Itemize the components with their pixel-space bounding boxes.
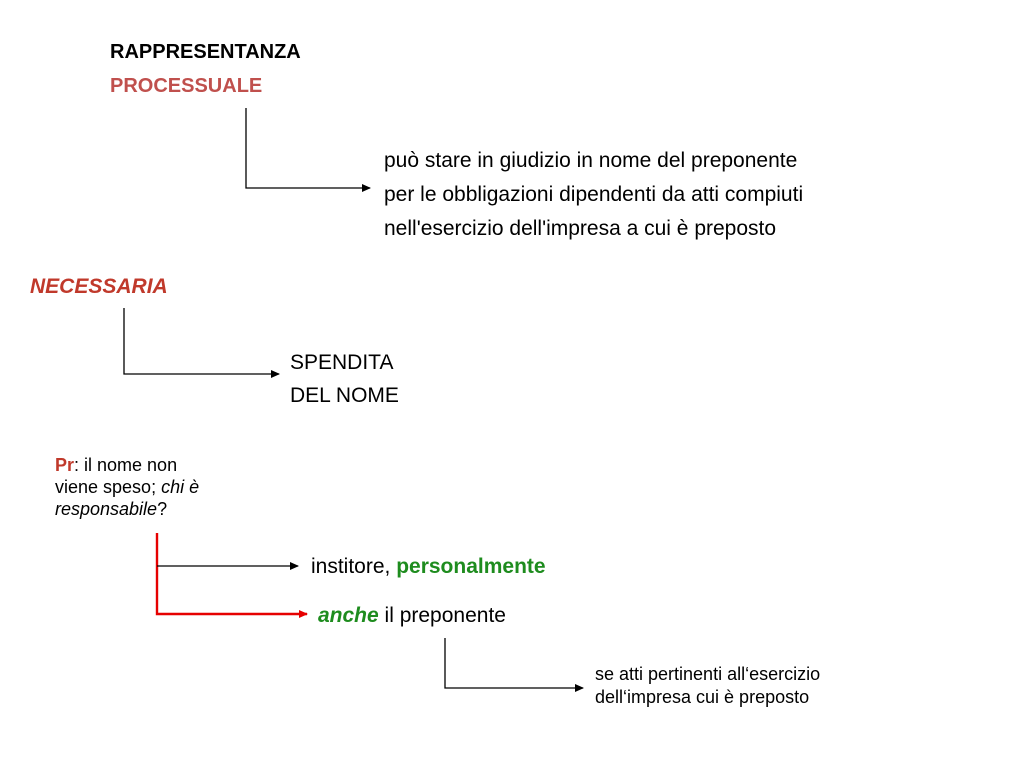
processuale-line-3: nell'esercizio dell'impresa a cui è preposto: [384, 217, 777, 240]
preponente-line: [318, 603, 506, 628]
heading-rappresentanza: RAPPRESENTANZA: [110, 41, 301, 63]
condition-line-1: se atti pertinenti all‘esercizio: [595, 664, 821, 684]
problem-text-3-end: ?: [157, 499, 168, 519]
institore-line: [311, 554, 546, 579]
problem-line-2: [55, 476, 199, 498]
problem-text-2-italic: chi è: [161, 477, 200, 497]
necessaria-label: NECESSARIA: [30, 275, 168, 298]
heading-processuale: PROCESSUALE: [110, 75, 263, 97]
pr-label: Pr: [55, 455, 75, 475]
problem-line-1: [55, 454, 199, 476]
problem-block: [55, 454, 199, 520]
anche-text: anche: [318, 604, 379, 627]
personalmente-text: personalmente: [396, 555, 546, 578]
problem-text-1: : il nome non: [74, 455, 178, 475]
problem-line-3: [55, 498, 199, 520]
condition-block: [595, 663, 820, 709]
problem-text-2: viene speso;: [55, 477, 162, 497]
spendita-line-2: DEL NOME: [290, 384, 399, 407]
preponente-text: il preponente: [378, 604, 506, 627]
spendita-block: [290, 346, 399, 412]
connector-preponente: [445, 638, 583, 688]
processuale-line-2: per le obbligazioni dipendenti da atti compiuti: [384, 183, 804, 206]
connector-red-vertical: [157, 533, 307, 614]
processuale-line-1: può stare in giudizio in nome del preponente: [384, 149, 798, 172]
problem-text-3-italic: responsabile: [55, 499, 158, 519]
connector-processuale: [246, 108, 370, 188]
processuale-description: [384, 144, 803, 246]
connector-necessaria: [124, 308, 279, 374]
condition-line-2: dell‘impresa cui è preposto: [595, 687, 810, 707]
spendita-line-1: SPENDITA: [290, 351, 394, 374]
institore-text: institore,: [311, 555, 397, 578]
